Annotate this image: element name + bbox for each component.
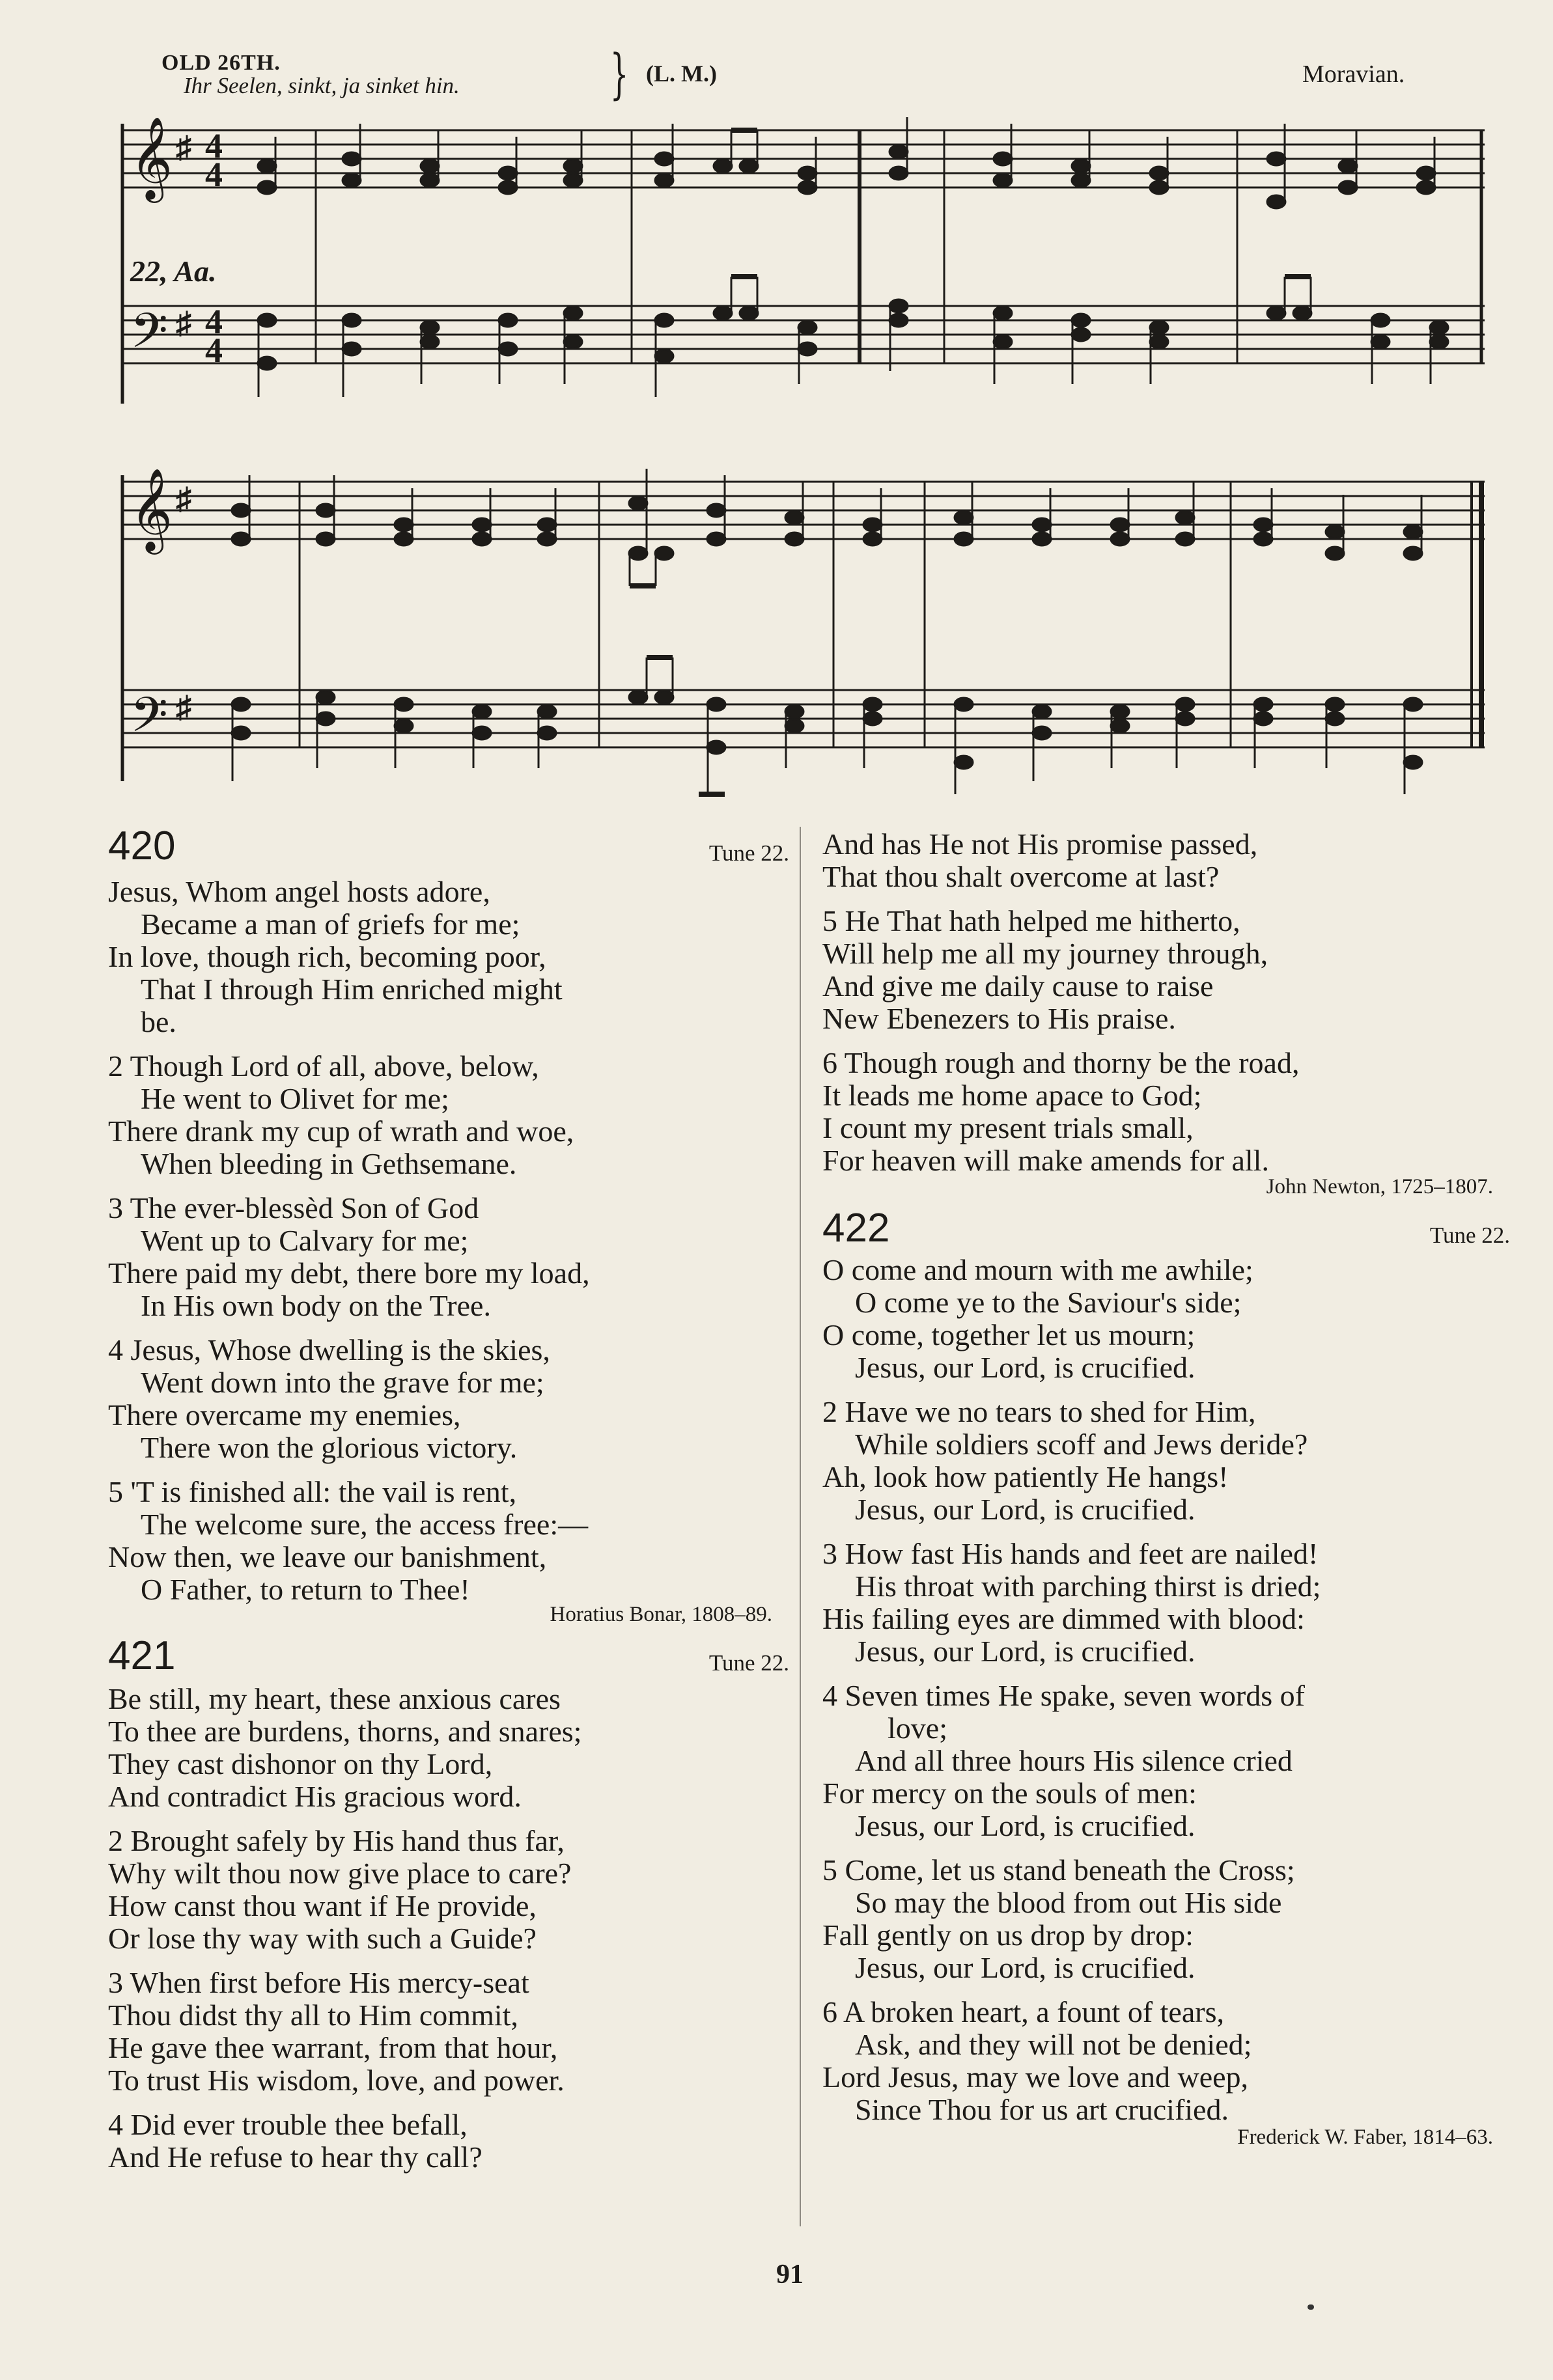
music-score-1 xyxy=(117,111,1491,423)
verse-line: Jesus, our Lord, is crucified. xyxy=(855,1951,1196,1984)
verse-line: O come ye to the Saviour's side; xyxy=(855,1286,1242,1319)
hymn-422-header xyxy=(822,1206,1513,1254)
music-system-2 xyxy=(117,456,1491,807)
verse-line: Lord Jesus, may we love and weep, xyxy=(822,2060,1249,2094)
verse-line: There drank my cup of wrath and woe, xyxy=(108,1114,574,1148)
verse-line: His failing eyes are dimmed with blood: xyxy=(822,1602,1305,1635)
stanza xyxy=(108,876,792,1038)
stanza xyxy=(108,1825,792,1955)
verse-line: love; xyxy=(888,1711,947,1745)
stanza xyxy=(108,1967,792,2097)
verse-line: O Father, to return to Thee! xyxy=(141,1573,470,1606)
verse-line: O come and mourn with me awhile; xyxy=(822,1253,1253,1286)
svg-text:𝄞: 𝄞 xyxy=(130,116,173,199)
hymn-421-header xyxy=(108,1633,792,1683)
stanza xyxy=(108,1476,792,1606)
svg-text:♯: ♯ xyxy=(176,130,191,165)
hymn-author: Frederick W. Faber, 1814–63. xyxy=(1237,2125,1493,2149)
verse-line: O come, together let us mourn; xyxy=(822,1318,1196,1351)
verse-line: Went up to Calvary for me; xyxy=(141,1224,469,1257)
hymn-tune-ref: Tune 22. xyxy=(1429,1223,1510,1248)
verse-line: 3 The ever-blessèd Son of God xyxy=(108,1191,479,1225)
hymn-author: John Newton, 1725–1807. xyxy=(1266,1175,1493,1198)
column-divider xyxy=(800,827,801,2226)
verse-line: So may the blood from out His side xyxy=(855,1886,1282,1919)
verse-line: New Ebenezers to His praise. xyxy=(822,1002,1176,1035)
verse-line: There won the glorious victory. xyxy=(141,1431,518,1464)
hymn-number: 421 xyxy=(108,1633,176,1678)
verse-line: How canst thou want if He provide, xyxy=(108,1889,537,1922)
verse-line: While soldiers scoff and Jews deride? xyxy=(855,1428,1308,1461)
stanza xyxy=(822,1047,1513,1177)
verse-line: 4 Did ever trouble thee befall, xyxy=(108,2108,468,2141)
verse-line: To trust His wisdom, love, and power. xyxy=(108,2064,565,2097)
verse-line: Jesus, our Lord, is crucified. xyxy=(855,1493,1196,1526)
verse-line: That I through Him enriched might xyxy=(141,973,563,1006)
hymn-author: Horatius Bonar, 1808–89. xyxy=(550,1603,772,1626)
verse-line: The welcome sure, the access free:— xyxy=(141,1508,589,1541)
svg-text:4: 4 xyxy=(205,126,223,165)
music-system-1 xyxy=(117,111,1491,423)
verse-line: 4 Jesus, Whose dwelling is the skies, xyxy=(108,1333,550,1366)
verse-line: His throat with parching thirst is dried; xyxy=(855,1570,1321,1603)
stanza xyxy=(822,1854,1513,1984)
svg-text:𝄢: 𝄢 xyxy=(130,303,168,371)
verse-line: Thou didst thy all to Him commit, xyxy=(108,1999,518,2032)
verse-line: And contradict His gracious word. xyxy=(108,1780,522,1813)
right-column xyxy=(822,828,1513,2156)
svg-text:♯: ♯ xyxy=(176,690,191,725)
verse-line: 5 Come, let us stand beneath the Cross; xyxy=(822,1853,1295,1887)
svg-text:♯: ♯ xyxy=(176,306,191,340)
tune-name: OLD 26TH. xyxy=(161,51,281,75)
verse-line: Jesus, our Lord, is crucified. xyxy=(855,1351,1196,1384)
stanza xyxy=(822,1396,1513,1526)
verse-line: For heaven will make amends for all. xyxy=(822,1144,1269,1177)
hymn-tune-ref: Tune 22. xyxy=(708,1650,789,1676)
music-score-2 xyxy=(117,456,1491,807)
stanza xyxy=(822,1680,1513,1842)
stanza xyxy=(822,828,1513,893)
verse-line: In His own body on the Tree. xyxy=(141,1289,491,1322)
verse-line: Or lose thy way with such a Guide? xyxy=(108,1922,537,1955)
verse-line: Jesus, our Lord, is crucified. xyxy=(855,1809,1196,1842)
tune-composer: Moravian. xyxy=(1302,61,1405,88)
verse-line: Ask, and they will not be denied; xyxy=(855,2028,1252,2061)
verse-line: Went down into the grave for me; xyxy=(141,1366,544,1399)
verse-line: Be still, my heart, these anxious cares xyxy=(108,1682,561,1715)
verse-line: 2 Though Lord of all, above, below, xyxy=(108,1049,539,1083)
hymn-tune-ref: Tune 22. xyxy=(708,840,789,866)
verse-line: There paid my debt, there bore my load, xyxy=(108,1256,590,1290)
verse-line: 2 Brought safely by His hand thus far, xyxy=(108,1824,565,1857)
verse-line: 6 Though rough and thorny be the road, xyxy=(822,1046,1300,1079)
verse-line: And has He not His promise passed, xyxy=(822,827,1258,861)
verse-line: That thou shalt overcome at last? xyxy=(822,860,1220,893)
verse-line: Jesus, Whom angel hosts adore, xyxy=(108,875,490,908)
tune-meter: (L. M.) xyxy=(646,61,717,87)
verse-line: Why wilt thou now give place to care? xyxy=(108,1857,572,1890)
verse-line: It leads me home apace to God; xyxy=(822,1079,1202,1112)
verse-line: There overcame my enemies, xyxy=(108,1398,461,1432)
verse-line: And all three hours His silence cried xyxy=(855,1744,1293,1777)
svg-text:𝄢: 𝄢 xyxy=(130,687,168,755)
stanza xyxy=(108,1334,792,1464)
stanza xyxy=(822,1996,1513,2126)
svg-text:𝄞: 𝄞 xyxy=(130,467,173,551)
hymn-number: 422 xyxy=(822,1206,890,1251)
hymn-number: 420 xyxy=(108,823,176,868)
verse-line: In love, though rich, becoming poor, xyxy=(108,940,546,973)
page-number: 91 xyxy=(776,2260,804,2290)
verse-line: 3 How fast His hands and feet are nailed! xyxy=(822,1537,1319,1570)
verse-line: 6 A broken heart, a fount of tears, xyxy=(822,1995,1224,2028)
verse-line: Will help me all my journey through, xyxy=(822,937,1268,970)
verse-line: 2 Have we no tears to shed for Him, xyxy=(822,1395,1256,1428)
verse-line: And He refuse to hear thy call? xyxy=(108,2140,483,2174)
verse-line: be. xyxy=(141,1005,176,1038)
hymn-420-header xyxy=(108,823,792,876)
verse-line: 3 When first before His mercy-seat xyxy=(108,1966,529,1999)
verse-line: Ah, look how patiently He hangs! xyxy=(822,1460,1229,1493)
verse-line: To thee are burdens, thorns, and snares; xyxy=(108,1715,582,1748)
verse-line: Jesus, our Lord, is crucified. xyxy=(855,1635,1196,1668)
svg-text:4: 4 xyxy=(205,155,223,194)
svg-text:4: 4 xyxy=(205,302,223,341)
verse-line: 5 He That hath helped me hitherto, xyxy=(822,904,1240,937)
verse-line: Fall gently on us drop by drop: xyxy=(822,1918,1194,1952)
verse-line: And give me daily cause to raise xyxy=(822,969,1214,1003)
verse-line: For mercy on the souls of men: xyxy=(822,1777,1197,1810)
verse-line: They cast dishonor on thy Lord, xyxy=(108,1747,493,1780)
verse-line: He went to Olivet for me; xyxy=(141,1082,449,1115)
verse-line: Since Thou for us art crucified. xyxy=(855,2093,1229,2126)
verse-line: 4 Seven times He spake, seven words of xyxy=(822,1679,1305,1712)
svg-text:4: 4 xyxy=(205,331,223,370)
tune-header xyxy=(0,46,1553,111)
verse-line: Became a man of griefs for me; xyxy=(141,907,520,941)
left-column xyxy=(108,823,792,2185)
stanza xyxy=(108,1683,792,1813)
verse-line: 5 'T is finished all: the vail is rent, xyxy=(108,1475,517,1508)
verse-line: Now then, we leave our banishment, xyxy=(108,1540,547,1573)
tune-german-title: Ihr Seelen, sinkt, ja sinket hin. xyxy=(184,73,460,98)
verse-line: I count my present trials small, xyxy=(822,1111,1194,1144)
verse-line: He gave thee warrant, from that hour, xyxy=(108,2031,558,2064)
stanza xyxy=(108,1192,792,1322)
verse-line: When bleeding in Gethsemane. xyxy=(141,1147,517,1180)
brace-glyph: } xyxy=(609,44,629,105)
stanza xyxy=(108,2109,792,2174)
stanza xyxy=(822,1254,1513,1384)
ink-dot xyxy=(1308,2304,1314,2310)
stanza xyxy=(822,1538,1513,1668)
svg-text:♯: ♯ xyxy=(176,482,191,516)
stanza xyxy=(108,1050,792,1180)
tune-number: 22, Aa. xyxy=(130,255,217,288)
stanza xyxy=(822,905,1513,1035)
